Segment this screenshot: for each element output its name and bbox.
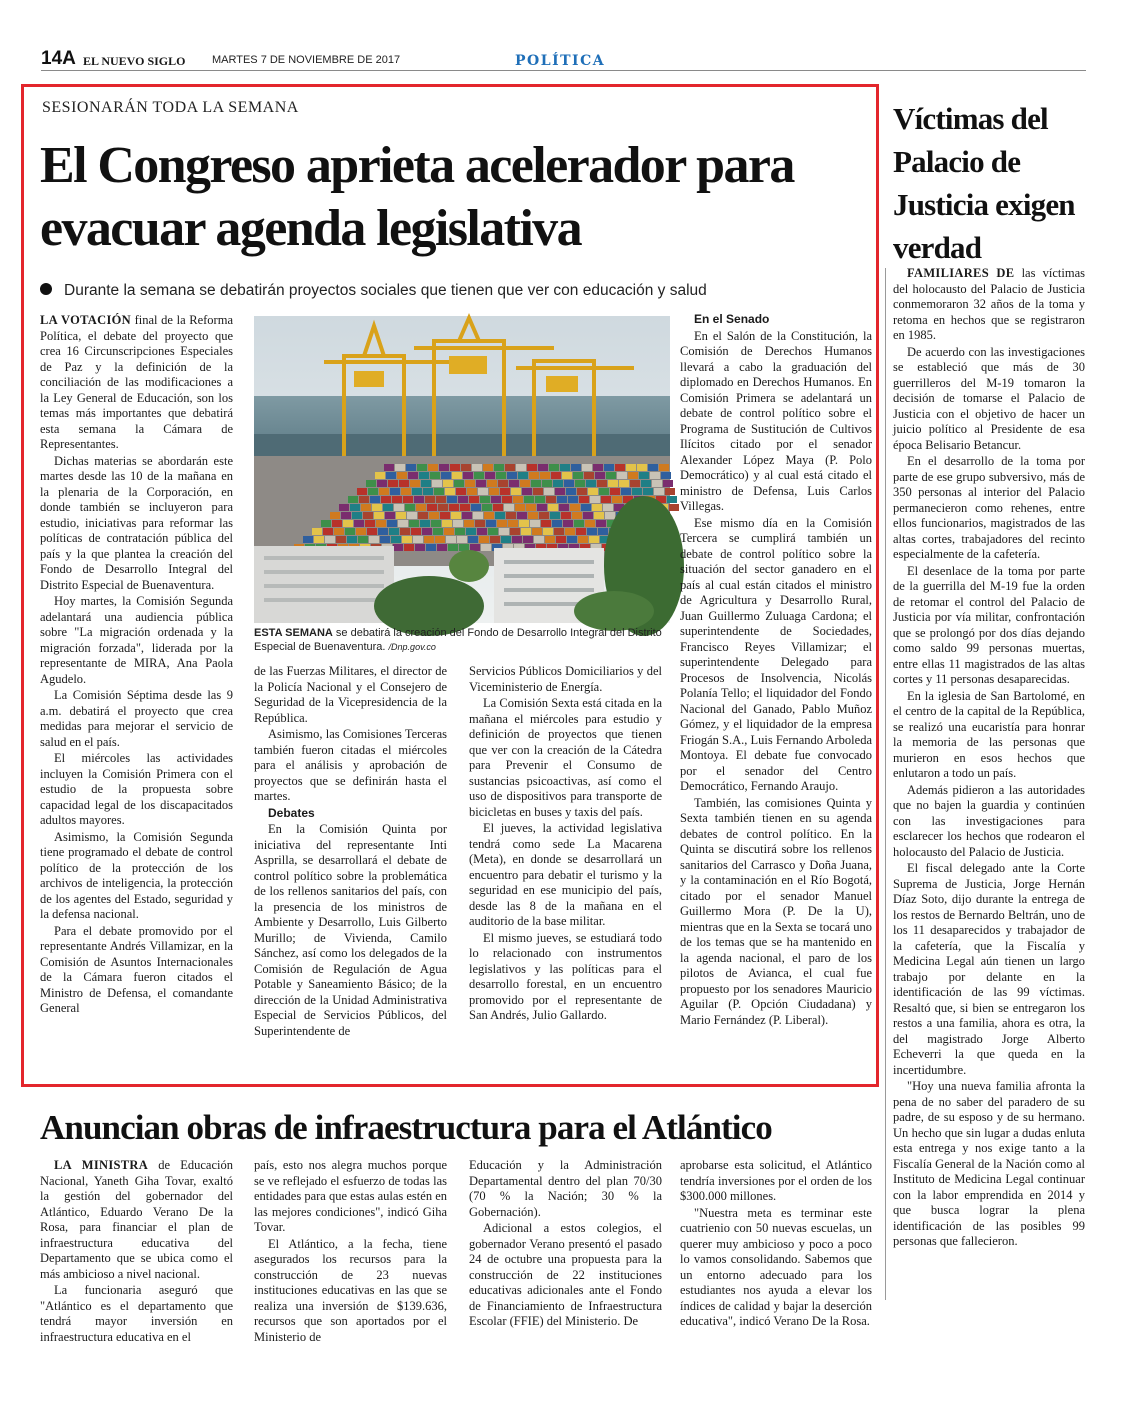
second-article-column-3 [469,1158,662,1328]
article-paragraph: Además pidieron a las autoridades que no bajen la guardia y continúen con las investigaciones para esclarecer los hechos que rodearon el holocausto del Palacio de Justicia. [893,782,1085,859]
article-paragraph: Para el debate promovido por el representante Andrés Villamizar, en la Comisión de Asuntos Internacionales de la Cámara fueron citados el Ministro de Defensa, el comandante General [40,923,233,1015]
photo-credit: /Dnp.gov.co [388,642,436,652]
article-paragraph: "Hoy una nueva familia afronta la pena de no saber del paradero de su padre, de su esposo y de su hermano. Un hecho que sin lugar a dudas enluta esta entrega y nos exige tanto a la Fiscalía General de la Nación como al Instituto de Medicina Legal continuar con la labor emprendida en 2014 y que busca lograr la plena identificación de las posibles 99 personas que fallecieron. [893,1079,1085,1248]
second-article-column-1 [40,1158,233,1344]
article-paragraph: La Comisión Séptima desde las 9 a.m. debatirá el proyecto que crea medidas para mejorar el servicio de salud en el país. [40,688,233,749]
article-paragraph: FAMILIARES DE las víctimas del holocausto del Palacio de Justicia conmemoraron 32 años de la toma y retoma en hechos que se registraron en 1985. [893,266,1085,342]
article-paragraph: El miércoles las actividades incluyen la Comisión Primera con el estudio de la propuesta sobre capacidad legal de los discapacitados adultos mayores. [40,751,233,827]
article-paragraph: país, esto nos alegra muchos porque se ve reflejado el esfuerzo de todas las entidades para que estas aulas estén en las mejores condiciones", indicó Giha Tovar. [254,1158,447,1234]
article-paragraph: LA VOTACIÓN final de la Reforma Política, el debate del proyecto que crea 16 Circunscripciones Especiales de Paz y la definición de la conciliación de las modificaciones a la Ley General de Educación, son los temas más importantes que debatirá esta semana la Cámara de Representantes. [40,313,233,451]
article-paragraph: El fiscal delegado ante la Corte Suprema de Justicia, Jorge Hernán Díaz Soto, dijo durante la entrega de los restos de Bernardo Beltrán, uno de los 11 desaparecidos y trabajador de la cafetería, que la Fiscalía y Medicina Legal aún tienen un largo trabajo por delante en la identificación de las 99 víctimas. Resaltó que, si bien se entregaron los restos a una familia, ahora es otra, la del magistrado Jorge Alberto Echeverri la que queda en la incertidumbre. [893,861,1085,1077]
publication-date: MARTES 7 DE NOVIEMBRE DE 2017 [212,54,401,66]
article-paragraph: Adicional a estos colegios, el gobernador Verano presentó el pasado 24 de octubre una propuesta para la construcción de 22 instituciones educativas adicionales ante el Fondo de Financiamiento de Infraestructura Escolar (FFIE) del Ministerio. De [469,1221,662,1328]
caption-text: se debatirá la creación del Fondo de Desarrollo Integral del Distrito Especial de Buenaventura. [254,627,662,653]
photo-caption [254,626,666,654]
article-paragraph: El mismo jueves, se estudiará todo lo relacionado con instrumentos legislativos y las políticas para el desarrollo forestal, en un encuentro promovido por el representante de San Andrés, Julio Gallardo. [469,930,662,1022]
article-column-1 [40,313,233,1083]
article-paragraph: Dichas materias se abordarán este martes desde las 10 de la mañana en la plenaria de la Corporación, en donde también se incluyeron para estudio, iniciativas para reformar las políticas de contratación pública del país y la que plantea la creación del Fondo de Desarrollo Integral del Distrito Especial de Buenaventura. [40,453,233,592]
second-article-column-2 [254,1158,447,1344]
article-paragraph: de las Fuerzas Militares, el director de la Policía Nacional y el Consejero de Seguridad de la Vicepresidencia de la República. [254,664,447,725]
article-kicker: SESIONARÁN TODA LA SEMANA [42,99,299,116]
second-article-lead: LA MINISTRA [54,1158,149,1172]
section-subhead: Debates [268,805,315,820]
article-paragraph: LA MINISTRA de Educación Nacional, Yaneth Giha Tovar, exaltó la gestión del gobernador del Atlántico, Eduardo Verano De la Rosa, para financiar el plan de infraestructura educativa del Departamento que se ubica como el más ambicioso a nivel nacional. [40,1158,233,1281]
article-paragraph: La funcionaria aseguró que "Atlántico es el departamento que tendrá mayor inversión en infraestructura educativa en el [40,1283,233,1344]
article-column-2 [254,664,447,1082]
sidebar-lead: FAMILIARES DE [907,266,1015,280]
subtitle-text: Durante la semana se debatirán proyectos sociales que tienen que ver con educación y salud [64,282,707,299]
bullet-icon [40,283,52,295]
second-article-headline: Anuncian obras de infraestructura para el Atlántico [40,1108,772,1147]
sidebar-column [893,266,1085,1306]
article-paragraph: "Nuestra meta es terminar este cuatrienio con 50 nuevas escuelas, un querer muy ambicioso y poco a poco lo vamos consolidando. Sabemos que un entorno adecuado para los estudiantes nos ayuda a elevar los índices de calidad y bajar la deserción educativa", indicó Verano De la Rosa. [680,1205,872,1328]
port-container-terminal-image [254,316,670,623]
article-subtitle [40,282,880,300]
article-paragraph: Ese mismo día en la Comisión Tercera se cumplirá también un debate de control político sobre la situación del sector ganadero en el país al cual están citados el ministro de Agricultura y Desarrollo Rural, Juan Guillermo Zuluaga Cardona; el superintendente de Sociedades, Francisco Reyes Villamizar; el superintendente Delegado para Procesos de Insolvencia, Nicolás Polanía Tello; el liquidador del Fondo Nacional del Ganado, Pablo Muñoz Gómez, y el liquidador de la empresa Friogán S.A., Luis Fernando Arboleda Montoya. El debate fue convocado por el senador del Centro Democrático, Fernando Araujo. [680,515,872,793]
article-paragraph: La Comisión Sexta está citada en la mañana el miércoles para estudio y definición de proyectos que tienen que ver con la creación de la Cátedra para Prevenir el Consumo de sustancias psicoactivas, así como el uso de dispositivos para transporte de bicicletas en buses y taxis del país. [469,696,662,819]
page-header [41,46,1086,71]
article-paragraph: En el desarrollo de la toma por parte de ese grupo subversivo, más de 350 personas al interior del Palacio permanecieron como rehenes, entre ellos funcionarios, magistrados de las altas cortes, trabajadores del recinto especialmente de la cafetería. [893,454,1085,561]
article-column-3 [469,664,662,1082]
article-paragraph: En el Salón de la Constitución, la Comisión de Derechos Humanos llevará a cabo la graduación del diplomado en Derechos Humanos. En Comisión Primera se adelantará un debate de control político sobre el Programa de Sustitución de Cultivos Ilícitos citado por el senador Alexander López Maya (P. Polo Democrático) y al cual está citado el ministro de Defensa, Luis Carlos Villegas. [680,328,872,513]
article-paragraph: Asimismo, las Comisiones Terceras también fueron citadas el miércoles para el análisis y aprobación de proyectos que se definirán hasta el martes. [254,727,447,803]
article-paragraph: También, las comisiones Quinta y Sexta también tienen en su agenda debates de control político. En la Quinta se discutirá sobre los rellenos sanitarios del Carrasco y Doña Juana, y la contaminación en el Río Bogotá, citado por el senador Manuel Guillermo Mora (P. De la U), mientras que en la Sexta se tocará uno de los temas que se ha mantenido en la agenda nacional, el paro de los pilotos de Avianca, el cual fue propuesto por los senadores Mauricio Aguilar (P. Opción Ciudadana) y Mario Fernández (P. Liberal). [680,795,872,1027]
article-paragraph: Asimismo, la Comisión Segunda tiene programado el debate de control político de la protección de los archivos de inteligencia, la protección de los agentes del Estado, seguridad y la defensa nacional. [40,829,233,921]
article-paragraph: Hoy martes, la Comisión Segunda adelantará una audiencia pública sobre "La migración ordenada y la migración forzada", liderada por la representante de MIRA, Ana Paola Agudelo. [40,594,233,686]
article-lead: LA VOTACIÓN [40,313,131,327]
article-paragraph: De acuerdo con las investigaciones se estableció que más de 30 guerrilleros del M-19 tomaron la decisión de tomarse el Palacio de Justicia con el objetivo de hacer un juicio político al Presidente de esa época Belisario Betancur. [893,344,1085,452]
sidebar-headline: Víctimas del Palacio de Justicia exigen verdad [893,101,1075,265]
article-paragraph: aprobarse esta solicitud, el Atlántico tendría inversiones por el orden de los $300.000 millones. [680,1158,872,1203]
article-paragraph: Servicios Públicos Domiciliarios y del Viceministerio de Energía. [469,664,662,694]
column-divider [885,268,886,1300]
section-label: POLÍTICA [515,53,606,69]
article-paragraph: En la Comisión Quinta por iniciativa del representante Inti Asprilla, se desarrollará el debate de control político sobre la problemática de los rellenos sanitarios del país, con la presencia de los ministros de Ambiente y Desarrollo, Luis Gilberto Murillo; de Vivienda, Camilo Sánchez, así como los delegados de la Comisión de Regulación de Agua Potable y Saneamiento Básico; de la dirección de la Unidad Administrativa Especial de Servicios Públicos, del Superintendente de [254,822,447,1038]
publication-name: EL NUEVO SIGLO [83,54,186,68]
article-headline: El Congreso aprieta acelerador para evacuar agenda legislativa [40,137,794,257]
article-paragraph: El desenlace de la toma por parte de la guerrilla del M-19 fue la orden de retomar el control del Palacio de Justicia por vía militar, confrontación que se prolongó por dos días dejando como saldo 99 personas muertas, entre ellas 11 magistrados de las altas cortes y 11 personas desaparecidas. [893,563,1085,686]
second-article-column-4 [680,1158,872,1328]
article-column-4 [680,312,872,1082]
article-photo [254,316,670,623]
page-number: 14A [41,48,76,69]
article-paragraph: El Atlántico, a la fecha, tiene asegurados los recursos para la construcción de 23 nuevas instituciones educativas en las que se realiza una inversión de $139.636, recursos que son aportados por el Ministerio de [254,1236,447,1344]
section-subhead: En el Senado [694,312,770,326]
article-paragraph: En la iglesia de San Bartolomé, en el centro de la capital de la República, se realizó una eucaristía para honrar la memoria de las personas que murieron en esos hechos que enlutaron a todo un país. [893,688,1085,780]
article-paragraph: Educación y la Administración Departamental dentro del plan 70/30 (70 % la Nación; 30 % la Gobernación). [469,1158,662,1219]
article-paragraph: El jueves, la actividad legislativa tendrá como sede La Macarena (Meta), en donde se desarrollará un encuentro para debatir el turismo y la seguridad en ese municipio del país, desde las 8 de la mañana en el auditorio de la base militar. [469,821,662,928]
caption-lead: ESTA SEMANA [254,627,333,639]
